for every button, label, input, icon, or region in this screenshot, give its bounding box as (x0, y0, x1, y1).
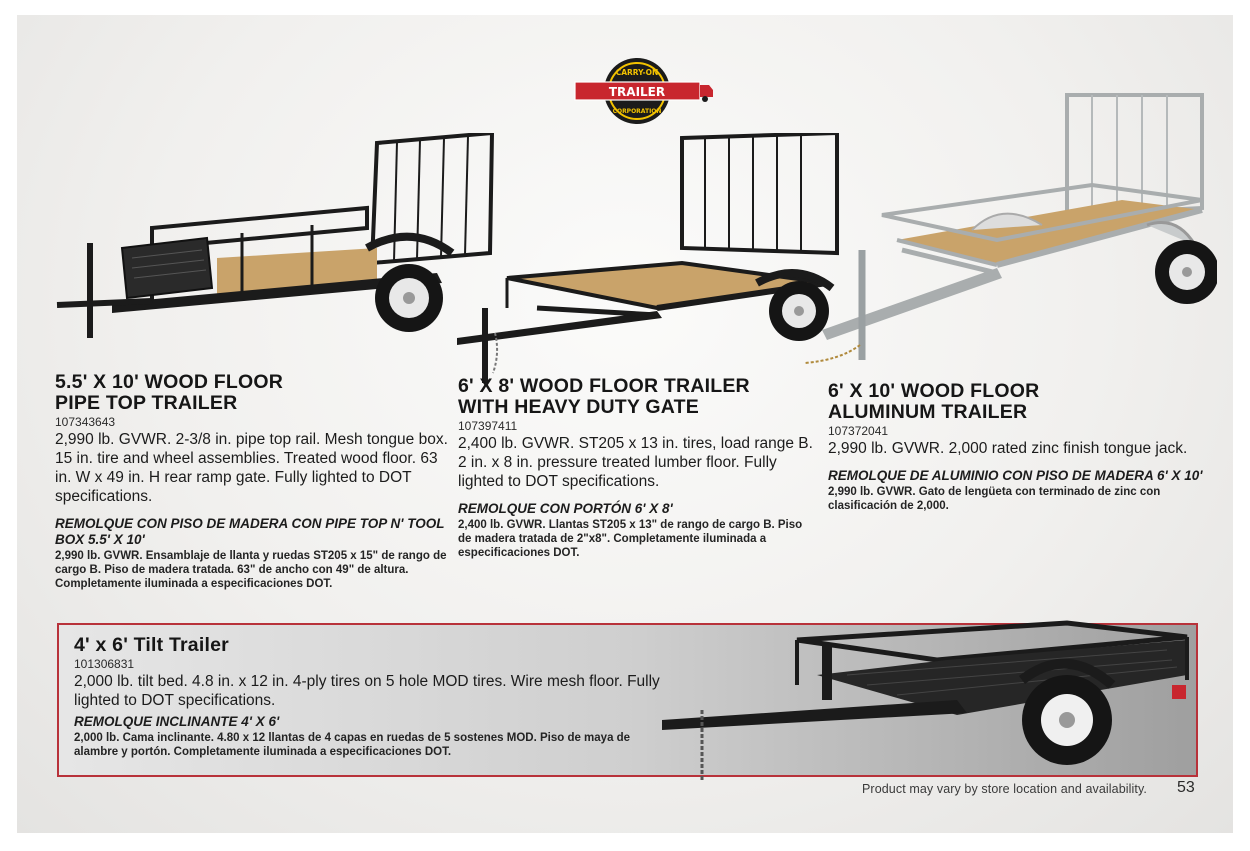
pipe-top-trailer-image (42, 133, 497, 348)
product-title: 4' x 6' Tilt Trailer (74, 634, 229, 656)
logo-top-text: CARRY-ON (615, 68, 659, 77)
product-description-spanish: 2,990 lb. GVWR. Ensamblaje de llanta y ruedas ST205 x 15" de rango de cargo B. Piso de madera tratada. 63" de ancho con 49" de altura. Completamente iluminada a especificaciones DOT. (55, 550, 447, 590)
product-title-spanish: REMOLQUE DE ALUMINIO CON PISO DE MADERA 6' X 10' (828, 468, 1203, 483)
heavy-duty-gate-trailer-image (437, 133, 852, 388)
product-description: 2,400 lb. GVWR. ST205 x 13 in. tires, load range B. 2 in. x 8 in. pressure treated lumber floor. Fully lighted to DOT specifications. (458, 435, 813, 490)
product-title: ALUMINUM TRAILER (828, 401, 1028, 423)
product-description: 2,990 lb. GVWR. 2-3/8 in. pipe top rail. Mesh tongue box. 15 in. tire and wheel assemblies. Treated wood floor. 63 in. W x 49 in. H rear ramp gate. Fully lighted to DOT specifications. (55, 431, 448, 505)
tilt-trailer-image (647, 615, 1207, 785)
product-description-spanish: 2,990 lb. GVWR. Gato de lengüeta con terminado de zinc con clasificación de 2,000. (828, 486, 1161, 512)
product-sku: 107397411 (458, 419, 518, 433)
product-sku: 107372041 (828, 424, 889, 438)
product-description-spanish: 2,400 lb. GVWR. Llantas ST205 x 13" de rango de cargo B. Piso de madera tratada de 2"x8". Completamente iluminada a especificaciones DOT. (458, 519, 803, 559)
product-title-spanish: REMOLQUE CON PISO DE MADERA CON PIPE TOP N' TOOL BOX 5.5' X 10' (55, 516, 445, 547)
product-title-spanish: REMOLQUE INCLINANTE 4' X 6' (74, 714, 280, 729)
product-title: WITH HEAVY DUTY GATE (458, 396, 699, 418)
product-description: 2,000 lb. tilt bed. 4.8 in. x 12 in. 4-ply tires on 5 hole MOD tires. Wire mesh floor. Fully lighted to DOT specifications. (74, 673, 660, 709)
tilt-trailer-text (74, 635, 674, 759)
catalog-page (17, 15, 1233, 833)
carry-on-trailer-logo (565, 55, 715, 127)
product-sku: 107343643 (55, 415, 116, 429)
product-title: PIPE TOP TRAILER (55, 392, 238, 414)
product-sku: 101306831 (74, 657, 135, 671)
logo-middle-text: TRAILER (608, 85, 666, 99)
logo-bottom-text: CORPORATION (612, 108, 662, 115)
product-description-spanish: 2,000 lb. Cama inclinante. 4.80 x 12 llantas de 4 capas en ruedas de 5 sostenes MOD. Piso de maya de alambre y portón. Completamente iluminada a especificaciones DOT. (74, 732, 631, 758)
product-aluminum-trailer (828, 381, 1208, 513)
aluminum-trailer-image (802, 90, 1217, 385)
product-heavy-duty-gate-trailer (458, 376, 818, 560)
product-title: 6' X 10' WOOD FLOOR (828, 380, 1040, 402)
product-title-spanish: REMOLQUE CON PORTÓN 6' X 8' (458, 501, 673, 516)
product-title: 5.5' X 10' WOOD FLOOR (55, 371, 284, 393)
product-pipe-top-trailer (55, 372, 455, 591)
availability-note: Product may vary by store location and availability. (862, 782, 1147, 796)
product-title: 6' X 8' WOOD FLOOR TRAILER (458, 375, 750, 397)
page-number: 53 (1177, 779, 1195, 796)
product-description: 2,990 lb. GVWR. 2,000 rated zinc finish tongue jack. (828, 440, 1188, 457)
